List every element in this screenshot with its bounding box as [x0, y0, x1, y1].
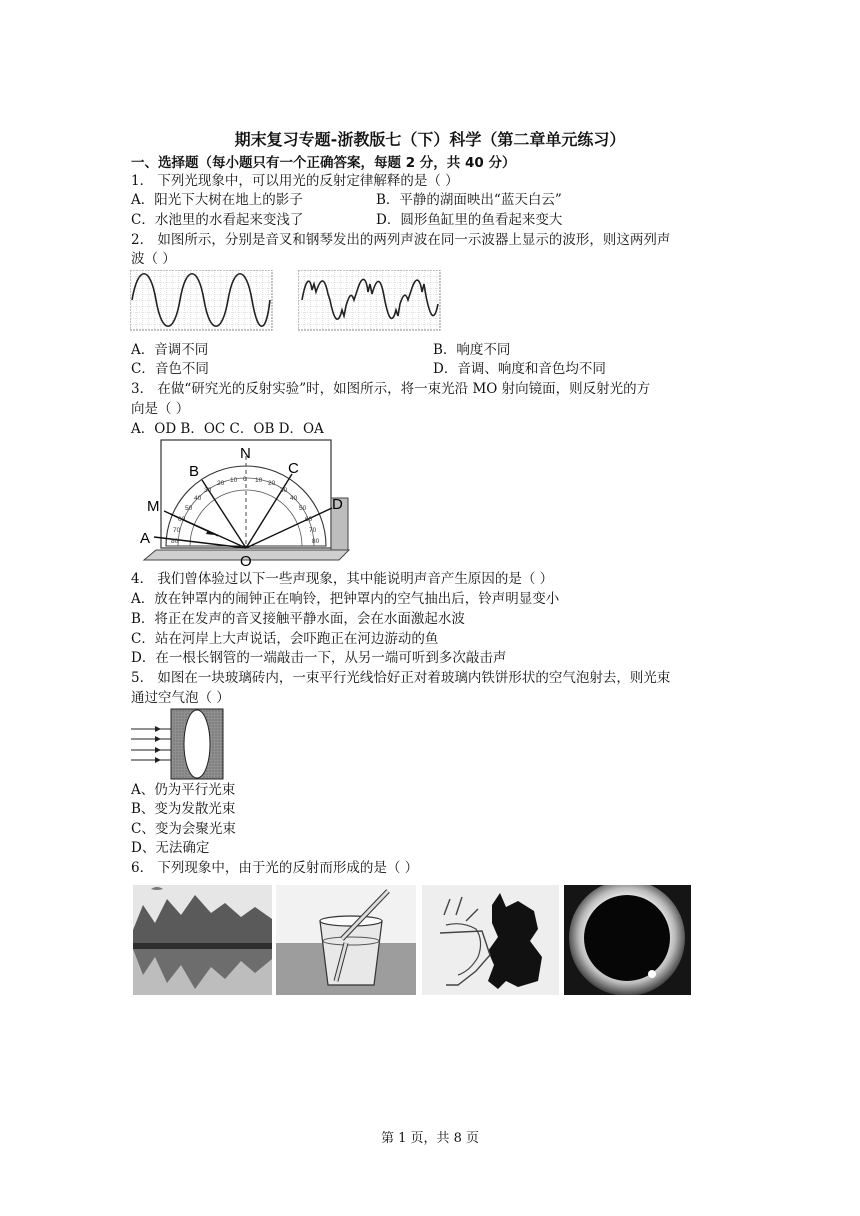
solar-eclipse-image — [564, 885, 691, 995]
scale-60-left: 60 — [178, 516, 186, 523]
q2-stem-line2: 波（ ） — [131, 251, 176, 267]
page-footer: 第 1 页，共 8 页 — [380, 1131, 480, 1146]
q2-option-d: D．音调、响度和音色均不同 — [433, 361, 606, 377]
scale-80-right: 80 — [312, 538, 320, 545]
scale-50-right: 50 — [299, 505, 307, 512]
scale-20-right: 20 — [268, 480, 276, 487]
tuning-fork-waveform — [130, 270, 275, 332]
label-d: D — [332, 496, 343, 513]
scale-60-right: 60 — [305, 516, 313, 523]
scale-30-left: 30 — [204, 487, 212, 494]
label-b: B — [189, 463, 200, 480]
scale-30-right: 30 — [280, 487, 288, 494]
q2-option-c: C．音色不同 — [131, 361, 209, 377]
scale-70-left: 70 — [173, 527, 181, 534]
q1-option-c: C．水池里的水看起来变浅了 — [131, 212, 304, 228]
scale-20-left: 20 — [217, 480, 225, 487]
q2-option-b: B．响度不同 — [433, 342, 511, 358]
q1-option-d: D．圆形鱼缸里的鱼看起来变大 — [376, 212, 563, 228]
q5-stem-line2: 通过空气泡（ ） — [131, 690, 230, 706]
q5-stem-line1: 5． 如图在一块玻璃砖内，一束平行光线恰好正对着玻璃内铁饼形状的空气泡射去，则光束 — [131, 670, 671, 686]
scale-70-right: 70 — [309, 527, 317, 534]
section-heading: 一、选择题（每小题只有一个正确答案，每题 2 分，共 40 分） — [131, 155, 516, 171]
scale-40-right: 40 — [290, 495, 298, 502]
piano-waveform — [298, 270, 443, 332]
q3-stem-line1: 3． 在做“研究光的反射实验”时，如图所示，将一束光沿 MO 射向镜面，则反射光的方 — [131, 381, 651, 397]
q4-option-a: A．放在钟罩内的闹钟正在响铃，把钟罩内的空气抽出后，铃声明显变小 — [131, 591, 560, 607]
q4-option-c: C．站在河岸上大声说话，会吓跑正在河边游动的鱼 — [131, 631, 439, 647]
label-o: O — [240, 553, 252, 568]
scale-80-left: 80 — [171, 538, 179, 545]
scale-10-right: 10 — [255, 477, 263, 484]
page-title: 期末复习专题-浙教版七（下）科学（第二章单元练习） — [234, 130, 626, 149]
label-m: M — [147, 498, 160, 515]
label-a: A — [140, 530, 151, 547]
q5-option-b: B、变为发散光束 — [131, 801, 236, 817]
label-c: C — [288, 460, 299, 477]
q4-option-d: D．在一根长钢管的一端敲击一下，从另一端可听到多次敲击声 — [131, 650, 507, 666]
q1-stem: 1． 下列光现象中，可以用光的反射定律解释的是（ ） — [131, 173, 459, 189]
q3-stem-line2: 向是（ ） — [131, 401, 190, 417]
reflection-experiment-figure — [134, 438, 354, 568]
q6-stem: 6． 下列现象中，由于光的反射而形成的是（ ） — [131, 860, 419, 876]
scale-0: 0 — [243, 476, 247, 483]
scale-50-left: 50 — [185, 505, 193, 512]
q5-option-c: C、变为会聚光束 — [131, 821, 236, 837]
straw-in-glass-image — [276, 885, 416, 995]
q3-options: A．OD B．OC C．OB D．OA — [131, 421, 324, 437]
q1-option-a: A．阳光下大树在地上的影子 — [131, 192, 303, 208]
q2-stem-line1: 2． 如图所示，分别是音叉和钢琴发出的两列声波在同一示波器上显示的波形，则这两列声 — [131, 232, 671, 248]
q2-option-a: A．音调不同 — [131, 342, 209, 358]
glass-brick-air-bubble-figure — [131, 707, 227, 782]
hand-shadow-image — [422, 885, 559, 995]
q4-option-b: B．将正在发声的音叉接触平静水面，会在水面激起水波 — [131, 611, 465, 627]
label-n: N — [240, 445, 251, 462]
q4-stem: 4． 我们曾体验过以下一些声现象，其中能说明声音产生原因的是（ ） — [131, 571, 554, 587]
scale-10-left: 10 — [230, 477, 238, 484]
scale-40-left: 40 — [194, 495, 202, 502]
q5-option-a: A、仍为平行光束 — [131, 782, 236, 798]
q5-option-d: D、无法确定 — [131, 840, 210, 856]
q1-option-b: B．平静的湖面映出“蓝天白云” — [376, 192, 562, 208]
mountain-reflection-image — [133, 885, 272, 995]
